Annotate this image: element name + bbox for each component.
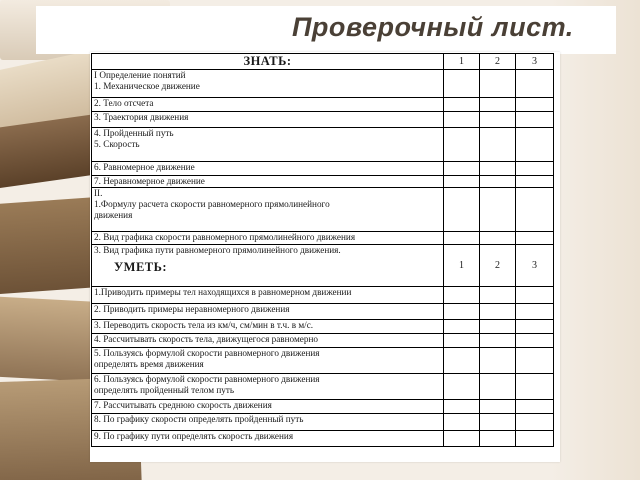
- check-cell[interactable]: [516, 176, 554, 188]
- check-cell[interactable]: [444, 128, 480, 162]
- check-cell[interactable]: [516, 374, 554, 400]
- column-header: 2: [480, 245, 516, 287]
- checklist-item-text: [92, 232, 444, 245]
- check-cell[interactable]: [444, 176, 480, 188]
- check-cell[interactable]: [516, 431, 554, 447]
- checklist-item-text: [92, 287, 444, 304]
- checklist-item-line: определять пройденный телом путь: [94, 385, 235, 395]
- checklist-item-line: 7. Неравномерное движение: [94, 176, 205, 186]
- check-cell[interactable]: [444, 374, 480, 400]
- checklist-item-text: [92, 98, 444, 112]
- checklist-item-text: [92, 188, 444, 232]
- checklist-item-text: [92, 414, 444, 431]
- checklist-item-line: определять время движения: [94, 359, 204, 369]
- checklist-item-text: [92, 70, 444, 98]
- check-cell[interactable]: [516, 304, 554, 320]
- check-cell[interactable]: [480, 414, 516, 431]
- slide-title: Проверочный лист.: [292, 12, 574, 42]
- check-cell[interactable]: [516, 287, 554, 304]
- check-cell[interactable]: [444, 400, 480, 414]
- checklist-item-line: 1.Формулу расчета скорости равномерного прямолинейного: [94, 199, 330, 209]
- check-cell[interactable]: [444, 98, 480, 112]
- checklist-item-text: [92, 162, 444, 176]
- can-header: УМЕТЬ:: [114, 260, 168, 274]
- checklist-row: [92, 374, 554, 400]
- checklist-row: [92, 232, 554, 245]
- check-cell[interactable]: [480, 374, 516, 400]
- checklist-item-line: 3. Переводить скорость тела из км/ч, см/мин в т.ч. в м/с.: [94, 320, 314, 330]
- check-cell[interactable]: [480, 112, 516, 128]
- check-cell[interactable]: [480, 304, 516, 320]
- checklist-item-line: 2. Приводить примеры неравномерного движения: [94, 304, 290, 314]
- checklist-row: [92, 431, 554, 447]
- checklist-body: [92, 54, 554, 447]
- checklist-item-line: 3. Траектория движения: [94, 112, 189, 122]
- check-cell[interactable]: [516, 128, 554, 162]
- check-cell[interactable]: [480, 400, 516, 414]
- check-cell[interactable]: [480, 98, 516, 112]
- checklist-item-line: 6. Пользуясь формулой скорости равномерного движения: [94, 374, 320, 384]
- know-header: ЗНАТЬ:: [92, 54, 444, 70]
- check-cell[interactable]: [444, 348, 480, 374]
- check-cell[interactable]: [516, 98, 554, 112]
- checklist-item-line: 8. По графику скорости определять пройденный путь: [94, 414, 304, 424]
- background-shade: [550, 0, 640, 480]
- checklist-row: [92, 70, 554, 98]
- check-cell[interactable]: [480, 70, 516, 98]
- column-header: 1: [444, 54, 480, 70]
- check-cell[interactable]: [444, 287, 480, 304]
- checklist-row: [92, 176, 554, 188]
- checklist-row: [92, 304, 554, 320]
- checklist-row: [92, 320, 554, 334]
- check-cell[interactable]: [480, 162, 516, 176]
- checklist-row: [92, 414, 554, 431]
- checklist-item-line: 6. Равномерное движение: [94, 162, 195, 172]
- checklist-row: [92, 188, 554, 232]
- check-cell[interactable]: [480, 287, 516, 304]
- check-cell[interactable]: [480, 128, 516, 162]
- checklist-row: [92, 348, 554, 374]
- check-cell[interactable]: [444, 232, 480, 245]
- check-cell[interactable]: [480, 431, 516, 447]
- checklist-item-line: 1.Приводить примеры тел находящихся в равномерном движении: [94, 287, 352, 297]
- check-cell[interactable]: [516, 232, 554, 245]
- check-cell[interactable]: [444, 112, 480, 128]
- checklist-item-line: 2. Вид графика скорости равномерного прямолинейного движения: [94, 232, 356, 242]
- column-header: 3: [516, 54, 554, 70]
- check-cell[interactable]: [516, 70, 554, 98]
- checklist-item-text: [92, 374, 444, 400]
- check-cell[interactable]: [480, 232, 516, 245]
- check-cell[interactable]: [480, 320, 516, 334]
- checklist-item-text: [92, 304, 444, 320]
- can-header-row: [92, 245, 554, 287]
- checklist-row: [92, 400, 554, 414]
- check-cell[interactable]: [444, 70, 480, 98]
- check-cell[interactable]: [444, 304, 480, 320]
- check-cell[interactable]: [444, 414, 480, 431]
- check-cell[interactable]: [444, 334, 480, 348]
- check-cell[interactable]: [480, 348, 516, 374]
- check-cell[interactable]: [516, 414, 554, 431]
- checklist-row: [92, 128, 554, 162]
- checklist-item-line: 2. Тело отсчета: [94, 98, 154, 108]
- check-cell[interactable]: [516, 348, 554, 374]
- checklist-item-line: II.: [94, 188, 103, 198]
- checklist-item-line: 5. Пользуясь формулой скорости равномерного движения: [94, 348, 320, 358]
- checklist-item-text: [92, 128, 444, 162]
- checklist-item-text: [92, 348, 444, 374]
- checklist-item-line: движения: [94, 210, 133, 220]
- check-cell[interactable]: [516, 320, 554, 334]
- check-cell[interactable]: [480, 176, 516, 188]
- check-cell[interactable]: [444, 162, 480, 176]
- checklist-item-text: [92, 334, 444, 348]
- checklist-item-line: 5. Скорость: [94, 139, 140, 149]
- checklist-row: [92, 334, 554, 348]
- check-cell[interactable]: [516, 400, 554, 414]
- column-header: 3: [516, 245, 554, 287]
- column-header: 2: [480, 54, 516, 70]
- check-cell[interactable]: [444, 431, 480, 447]
- checklist-item-text: [92, 320, 444, 334]
- know-header-row: [92, 54, 554, 70]
- check-cell[interactable]: [444, 320, 480, 334]
- checklist-item-line: 1. Механическое движение: [94, 81, 200, 91]
- checklist-row: [92, 98, 554, 112]
- checklist-item-line: I Определение понятий: [94, 70, 186, 80]
- checklist-item-text: [92, 400, 444, 414]
- checklist-item-text: [92, 176, 444, 188]
- checklist-item-line: 9. По графику пути определять скорость движения: [94, 431, 294, 441]
- check-cell[interactable]: [480, 188, 516, 232]
- checklist-row: [92, 287, 554, 304]
- check-cell[interactable]: [516, 112, 554, 128]
- checklist-row: [92, 112, 554, 128]
- checklist-item-line: 4. Пройденный путь: [94, 128, 174, 138]
- check-cell[interactable]: [444, 188, 480, 232]
- check-cell[interactable]: [516, 334, 554, 348]
- checklist-item-text: [92, 431, 444, 447]
- checklist-table: [91, 53, 554, 447]
- checklist-item-line: 3. Вид графика пути равномерного прямолинейного движения.: [94, 245, 341, 255]
- checklist-item-line: 7. Рассчитывать среднюю скорость движения: [94, 400, 272, 410]
- column-header: 1: [444, 245, 480, 287]
- check-cell[interactable]: [516, 162, 554, 176]
- checklist-item-text: [92, 112, 444, 128]
- check-cell[interactable]: [480, 334, 516, 348]
- checklist-sheet: [90, 52, 560, 462]
- check-cell[interactable]: [516, 188, 554, 232]
- checklist-item-line: 4. Рассчитывать скорость тела, движущегося равномерно: [94, 334, 318, 344]
- checklist-row: [92, 162, 554, 176]
- checklist-item-text: [92, 245, 444, 287]
